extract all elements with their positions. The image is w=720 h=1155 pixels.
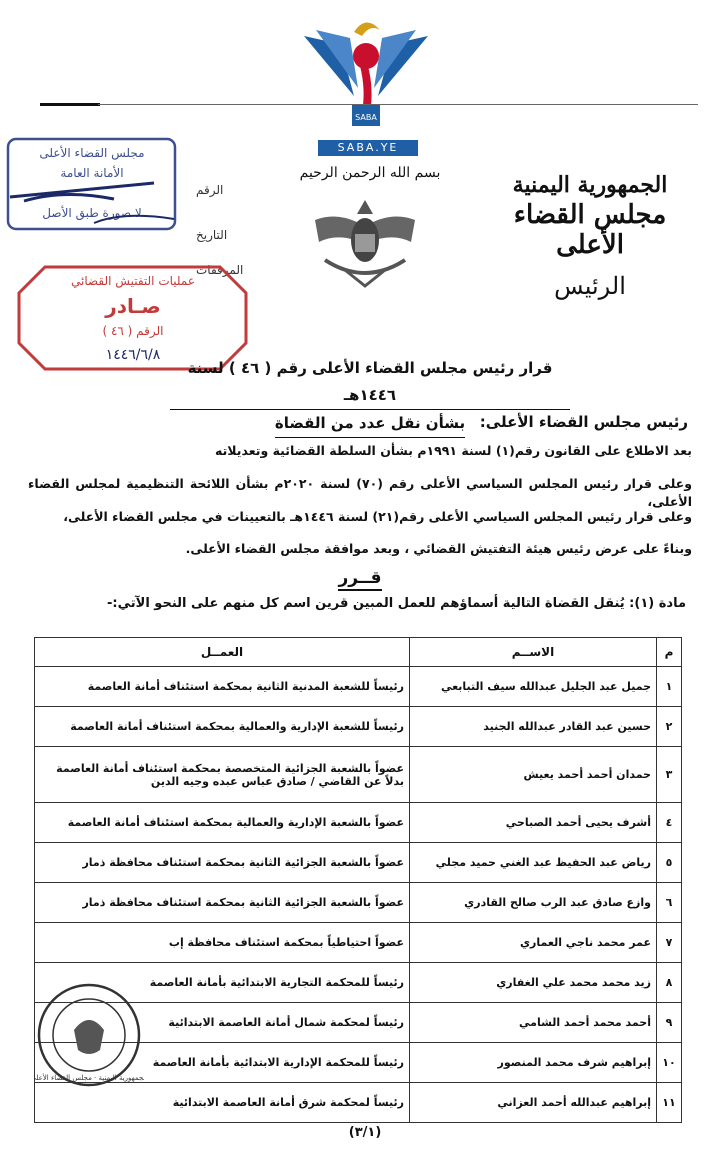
saba-caption: SABA.YE xyxy=(318,140,418,156)
svg-text:SABA: SABA xyxy=(355,113,377,122)
registry-stamp xyxy=(4,135,179,233)
council-name: مجلس القضاء الأعلى xyxy=(513,200,667,260)
svg-text:عمليات التفتيش القضائي: عمليات التفتيش القضائي xyxy=(71,274,195,288)
addressee: رئيس مجلس القضاء الأعلى: xyxy=(479,413,688,431)
seal-eagle-icon xyxy=(74,1020,104,1054)
svg-text:صـادر: صـادر xyxy=(105,294,161,318)
basmala: بسم الله الرحمن الرحيم xyxy=(299,165,441,181)
table-row: ١١ إبراهيم عبدالله أحمد العزاني رئيساً لمحكمة شرق أمانة العاصمة الابتدائية xyxy=(35,1083,682,1123)
official-seal xyxy=(34,980,144,1090)
table-row: ٥ رياض عبد الحفيظ عبد الغني حميد مجلي عضواً بالشعبة الجزائية الثانية بمحكمة استئناف محافظة ذمار xyxy=(35,843,682,883)
table-row: ٨ زيد محمد محمد علي الغفاري رئيساً للمحكمة التجارية الابتدائية بأمانة العاصمة xyxy=(35,963,682,1003)
table-row: ٣ حمدان أحمد أحمد يعيش عضواً بالشعبة الجزائية المتخصصة بمحكمة استئناف أمانة العاصمة بدلاً عن القاضي / صادق عباس عبده وجيه الدين xyxy=(35,747,682,803)
svg-text:مجلس القضاء الأعلى: مجلس القضاء الأعلى xyxy=(39,146,145,160)
attachments-label: المرفقات xyxy=(196,263,244,277)
top-rule xyxy=(40,103,100,106)
header-work: العمــل xyxy=(35,638,410,667)
article-1: مادة (١): يُنقل القضاة التالية أسماؤهم للعمل المبين قرين اسم كل منهم على النحو الآتي:- xyxy=(107,596,686,611)
saba-logo xyxy=(296,8,436,158)
table-row: ١٠ إبراهيم شرف محمد المنصور رئيساً للمحكمة الإدارية الابتدائية بأمانة العاصمة xyxy=(35,1043,682,1083)
table-row: ٦ وازع صادق عبد الرب صالح القادري عضواً بالشعبة الجزائية الثانية بمحكمة استئناف محافظة ذمار xyxy=(35,883,682,923)
table-row: ١ جميل عبد الجليل عبدالله سيف التبابعي رئيساً للشعبة المدنية الثانية بمحكمة استئناف أمانة العاصمة xyxy=(35,667,682,707)
recital-3: وعلى قرار رئيس المجلس السياسي الأعلى رقم(٢١) لسنة ١٤٤٦هـ بالتعيينات في مجلس القضاء الأعلى، xyxy=(63,509,692,524)
decree-title-line1: قرار رئيس مجلس القضاء الأعلى رقم ( ٤٦ ) لسنة ١٤٤٦هـ xyxy=(170,355,570,410)
header-name: الاســم xyxy=(410,638,657,667)
office-title: الرئيس xyxy=(554,272,626,300)
svg-text:الجمهورية اليمنية · مجلس القضا: الجمهورية اليمنية · مجلس القضاء الأعلى xyxy=(34,1074,144,1082)
decision-heading: قــرر xyxy=(300,568,420,588)
svg-text:الأمانة العامة: الأمانة العامة xyxy=(60,166,124,180)
svg-text:لا صورة طبق الأصل: لا صورة طبق الأصل xyxy=(42,206,142,220)
recital-2: وعلى قرار رئيس المجلس السياسي الأعلى رقم (٧٠) لسنة ٢٠٢٠م بشأن اللائحة التنظيمية لمجلس القضاء الأعلى، xyxy=(28,476,692,509)
svg-text:الرقم ( ٤٦ ): الرقم ( ٤٦ ) xyxy=(102,324,164,338)
table-row: ٧ عمر محمد ناجي العماري عضواً احتياطياً بمحكمة استئناف محافظة إب xyxy=(35,923,682,963)
date-label: التاريخ xyxy=(196,228,228,242)
table-header-row xyxy=(35,638,682,667)
table-row: ٢ حسين عبد القادر عبدالله الجنيد رئيساً للشعبة الإدارية والعمالية بمحكمة استئناف أمانة العاصمة xyxy=(35,707,682,747)
header-num: م xyxy=(657,638,682,667)
table-row: ٤ أشرف يحيى أحمد الصباحي عضواً بالشعبة الإدارية والعمالية بمحكمة استئناف أمانة العاصمة xyxy=(35,803,682,843)
page-number: (٣/١) xyxy=(348,1125,382,1140)
ref-number-label: الرقم xyxy=(196,183,224,197)
country-name: الجمهورية اليمنية xyxy=(512,172,668,198)
decree-title-line2: بشأن نقل عدد من القضاة xyxy=(275,410,465,438)
recital-1: بعد الاطلاع على القانون رقم(١) لسنة ١٩٩١م بشأن السلطة القضائية وتعديلاته xyxy=(215,443,692,458)
svg-text:١٤٤٦/٦/٨: ١٤٤٦/٦/٨ xyxy=(105,347,161,363)
header-divider xyxy=(98,104,698,105)
yemen-emblem-icon xyxy=(305,190,425,290)
saba-bird-icon xyxy=(296,8,436,148)
table-row: ٩ أحمد محمد أحمد الشامي رئيساً لمحكمة شمال أمانة العاصمة الابتدائية xyxy=(35,1003,682,1043)
letterhead-right xyxy=(490,172,690,300)
recital-4: وبناءً على عرض رئيس هيئة التفتيش القضائي ، وبعد موافقة مجلس القضاء الأعلى. xyxy=(185,541,692,556)
